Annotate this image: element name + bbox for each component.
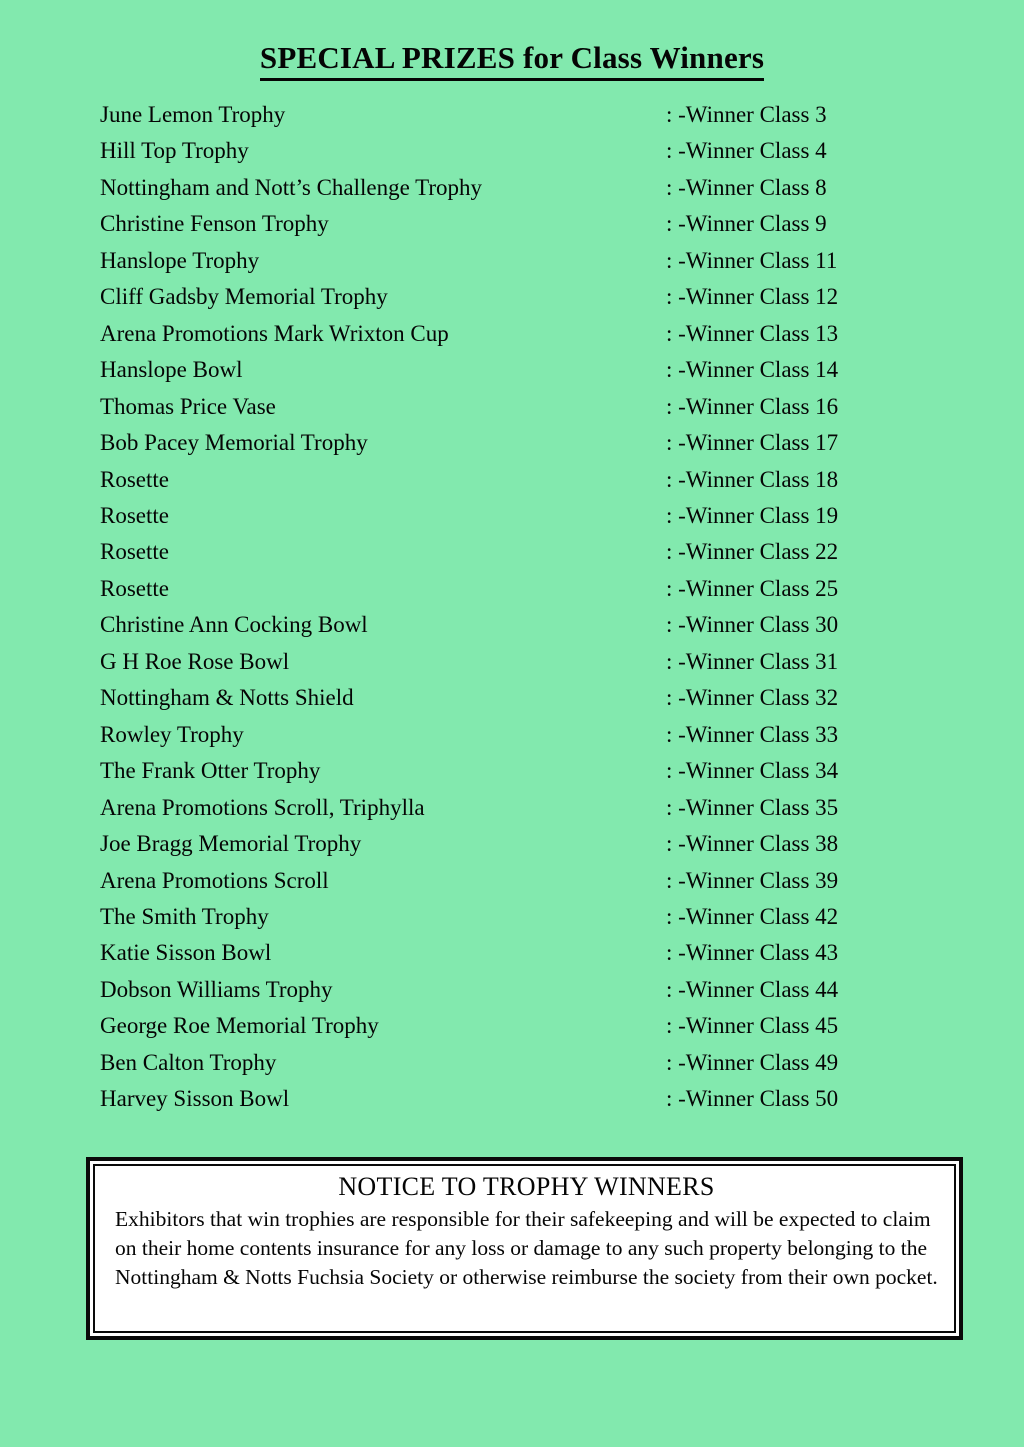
trophy-name: Dobson Williams Trophy: [100, 976, 333, 1002]
prize-row: [100, 1081, 924, 1117]
prize-row: [100, 498, 924, 534]
prize-row: [100, 462, 924, 498]
prize-row: [100, 571, 924, 607]
trophy-name: Thomas Price Vase: [100, 393, 276, 419]
trophy-name: Arena Promotions Scroll, Triphylla: [100, 794, 425, 820]
prize-row: [100, 1045, 924, 1081]
winner-class: : -Winner Class 11: [666, 247, 838, 273]
winner-class: : -Winner Class 16: [666, 393, 839, 419]
winner-class: : -Winner Class 17: [666, 430, 839, 456]
prize-row: [100, 899, 924, 935]
winner-class: : -Winner Class 22: [666, 539, 839, 565]
winner-class: : -Winner Class 25: [666, 575, 839, 601]
prize-row: [100, 279, 924, 315]
trophy-name: Joe Bragg Memorial Trophy: [100, 831, 362, 857]
trophy-name: Ben Calton Trophy: [100, 1049, 277, 1075]
trophy-name: Rowley Trophy: [100, 721, 244, 747]
trophy-name: Christine Ann Cocking Bowl: [100, 612, 368, 638]
trophy-name: Rosette: [100, 575, 169, 601]
prize-row: [100, 133, 924, 169]
winner-class: : -Winner Class 13: [666, 320, 839, 346]
prize-row: [100, 534, 924, 570]
winner-class: : -Winner Class 38: [666, 831, 839, 857]
winner-class: : -Winner Class 30: [666, 612, 839, 638]
prize-row: [100, 790, 924, 826]
trophy-name: Nottingham & Notts Shield: [100, 685, 354, 711]
prize-row: [100, 644, 924, 680]
winner-class: : -Winner Class 12: [666, 284, 839, 310]
trophy-name: Hanslope Bowl: [100, 357, 243, 383]
winner-class: : -Winner Class 44: [666, 976, 839, 1002]
prize-row: [100, 243, 924, 279]
notice-box-inner: [93, 1164, 956, 1333]
prize-row: [100, 753, 924, 789]
trophy-name: Rosette: [100, 466, 169, 492]
winner-class: : -Winner Class 34: [666, 758, 839, 784]
prize-row: [100, 717, 924, 753]
winner-class: : -Winner Class 19: [666, 502, 839, 528]
winner-class: : -Winner Class 33: [666, 721, 839, 747]
winner-class: : -Winner Class 49: [666, 1049, 839, 1075]
winner-class: : -Winner Class 31: [666, 648, 839, 674]
trophy-name: June Lemon Trophy: [100, 102, 286, 127]
trophy-name: Arena Promotions Scroll: [100, 867, 329, 893]
prize-row: [100, 170, 924, 206]
prize-row: [100, 206, 924, 242]
trophy-name: G H Roe Rose Bowl: [100, 648, 290, 674]
winner-class: : -Winner Class 32: [666, 685, 839, 711]
winner-class: : -Winner Class 18: [666, 466, 839, 492]
trophy-name: Christine Fenson Trophy: [100, 211, 329, 237]
trophy-name: George Roe Memorial Trophy: [100, 1013, 379, 1039]
prize-row: [100, 935, 924, 971]
prize-row: [100, 607, 924, 643]
prize-row: [100, 863, 924, 899]
notice-body: Exhibitors that win trophies are responsible for their safekeeping and will be expected to claim on their home contents insurance for any loss or damage to any such property belonging to the Nottingham & Notts Fuchsia Society or otherwise reimburse the society from their own pocket.: [115, 1207, 938, 1289]
page-title: [0, 40, 1024, 81]
winner-class: : -Winner Class 39: [666, 867, 839, 893]
prize-row: [100, 972, 924, 1008]
prize-list: [100, 97, 924, 1118]
trophy-name: Harvey Sisson Bowl: [100, 1086, 290, 1112]
trophy-name: Bob Pacey Memorial Trophy: [100, 430, 368, 456]
trophy-name: Cliff Gadsby Memorial Trophy: [100, 284, 388, 310]
prize-row: [100, 826, 924, 862]
trophy-name: Arena Promotions Mark Wrixton Cup: [100, 320, 449, 346]
trophy-name: Rosette: [100, 539, 169, 565]
winner-class: : -Winner Class 8: [666, 174, 827, 200]
winner-class: : -Winner Class 4: [666, 138, 827, 164]
winner-class: : -Winner Class 9: [666, 211, 827, 237]
page-title-text: SPECIAL PRIZES for Class Winners: [260, 40, 764, 81]
winner-class: : -Winner Class 43: [666, 940, 839, 966]
trophy-name: The Smith Trophy: [100, 903, 269, 929]
prize-row: [100, 97, 924, 133]
winner-class: : -Winner Class 42: [666, 903, 839, 929]
winner-class: : -Winner Class 50: [666, 1086, 839, 1112]
trophy-name: Nottingham and Nott’s Challenge Trophy: [100, 174, 483, 200]
trophy-name: Rosette: [100, 502, 169, 528]
trophy-name: Hill Top Trophy: [100, 138, 249, 164]
notice-title: NOTICE TO TROPHY WINNERS: [338, 1172, 715, 1201]
prize-row: [100, 389, 924, 425]
winner-class: : -Winner Class 35: [666, 794, 839, 820]
prize-row: [100, 1008, 924, 1044]
prize-row: [100, 680, 924, 716]
prize-row: [100, 425, 924, 461]
notice-box: [86, 1157, 963, 1340]
winner-class: : -Winner Class 14: [666, 357, 839, 383]
winner-class: : -Winner Class 3: [666, 102, 827, 127]
prize-row: [100, 316, 924, 352]
trophy-name: Katie Sisson Bowl: [100, 940, 272, 966]
trophy-name: The Frank Otter Trophy: [100, 758, 321, 784]
winner-class: : -Winner Class 45: [666, 1013, 839, 1039]
prize-row: [100, 352, 924, 388]
trophy-name: Hanslope Trophy: [100, 247, 260, 273]
